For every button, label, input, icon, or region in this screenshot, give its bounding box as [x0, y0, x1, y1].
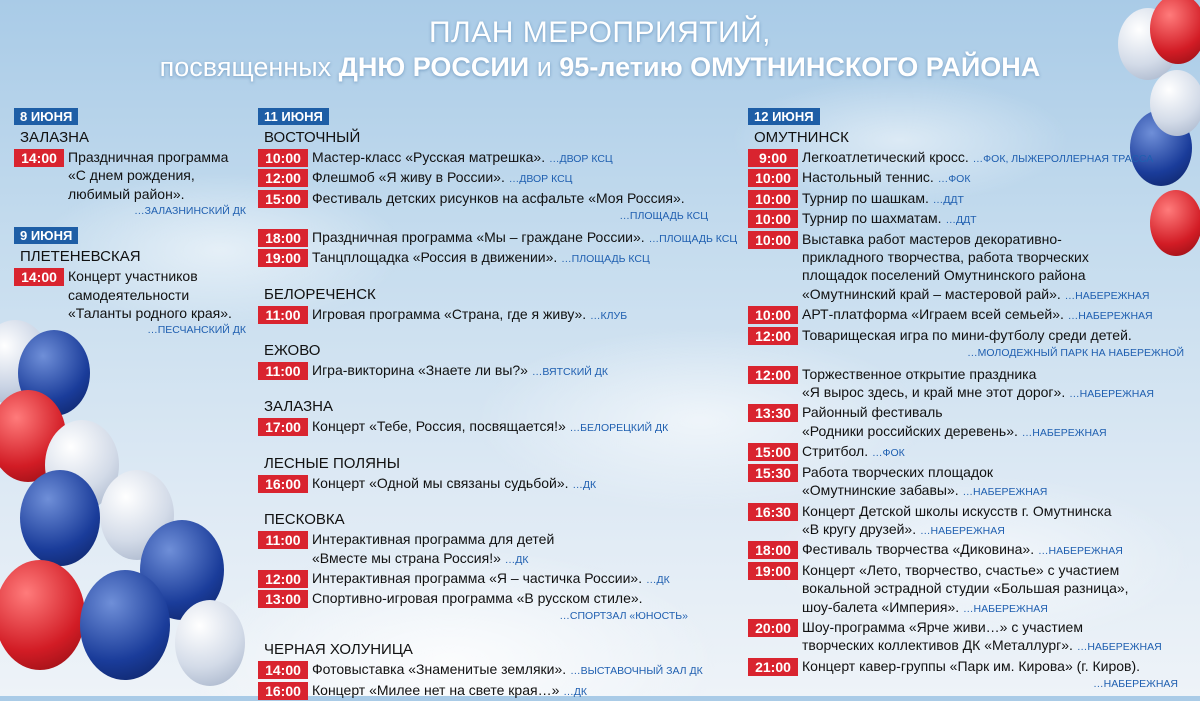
event-venue: …НАБЕРЕЖНАЯ	[1037, 545, 1123, 558]
time-badge: 10:00	[748, 190, 798, 208]
column-june-8-9	[14, 108, 254, 338]
event-description: Концерт кавер-группы «Парк им. Кирова» (г. Киров).	[802, 657, 1141, 674]
event-venue: …ДК	[563, 685, 587, 698]
event-venue: …ПЛОЩАДЬ КСЦ	[561, 253, 650, 266]
event-row	[748, 168, 1188, 188]
event-description: Концерт «Милее нет на свете края…»	[312, 681, 560, 698]
time-badge: 15:30	[748, 464, 798, 482]
event-row	[258, 681, 748, 701]
event-row	[258, 168, 748, 188]
location-title: ОМУТНИНСК	[754, 129, 849, 146]
date-badge: 12 ИЮНЯ	[748, 108, 820, 125]
event-venue: …ПЛОЩАДЬ КСЦ	[619, 209, 708, 222]
event-venue: …КЛУБ	[590, 309, 628, 322]
event-row	[258, 589, 748, 608]
time-badge: 11:00	[258, 531, 308, 549]
event-venue: …МОЛОДЕЖНЫЙ ПАРК НА НАБЕРЕЖНОЙ	[967, 346, 1184, 359]
event-row	[258, 189, 748, 208]
location-title: ПЛЕТЕНЕВСКАЯ	[20, 248, 141, 266]
event-description: Легкоатлетический кросс.	[802, 149, 969, 165]
event-row	[258, 361, 748, 381]
event-row	[748, 365, 1188, 404]
event-description: Флешмоб «Я живу в России».	[312, 169, 505, 186]
time-badge: 11:00	[258, 306, 308, 324]
time-badge: 15:00	[258, 190, 308, 208]
event-row	[748, 442, 1188, 462]
time-badge: 16:30	[748, 503, 798, 521]
event-venue: …ДК	[646, 574, 670, 587]
date-badge: 9 ИЮНЯ	[14, 227, 78, 244]
time-badge: 14:00	[14, 268, 64, 286]
time-badge: 12:00	[258, 570, 308, 588]
time-badge: 12:00	[748, 327, 798, 345]
event-venue: …НАБЕРЕЖНАЯ	[1069, 388, 1154, 401]
event-row	[258, 305, 748, 325]
event-description: Концерт «Лето, творчество, счастье» с участием вокальной эстрадной студии «Большая разница», шоу-балета «Империя».	[802, 561, 1129, 615]
event-row	[748, 230, 1188, 306]
event-venue: …НАБЕРЕЖНАЯ	[920, 524, 1005, 537]
time-badge: 12:00	[748, 366, 798, 384]
event-venue: …ДДТ	[945, 214, 977, 227]
time-badge: 10:00	[748, 231, 798, 249]
event-description: Концерт Детской школы искусств г. Омутнинска «В кругу друзей».	[802, 502, 1112, 537]
event-description: Праздничная программа «С днем рождения, любимый район».	[68, 149, 229, 202]
time-badge: 10:00	[258, 149, 308, 167]
time-badge: 10:00	[748, 169, 798, 187]
event-row	[14, 148, 254, 203]
event-row	[258, 474, 748, 494]
location-title: БЕЛОРЕЧЕНСК	[264, 285, 376, 303]
column-june-12	[748, 108, 1188, 692]
time-badge: 18:00	[748, 541, 798, 559]
event-description: Настольный теннис.	[802, 169, 934, 186]
event-venue: …ФОК	[872, 447, 905, 460]
event-description: Концерт «Одной мы связаны судьбой».	[312, 474, 569, 491]
event-description: Концерт участников самодеятельности «Таланты родного края».	[68, 268, 232, 322]
time-badge: 19:00	[258, 249, 308, 267]
time-badge: 9:00	[748, 149, 798, 167]
event-venue: …НАБЕРЕЖНАЯ	[962, 486, 1048, 499]
time-badge: 21:00	[748, 658, 798, 676]
event-description: Игра-викторина «Знаете ли вы?»	[312, 362, 528, 379]
event-description: Районный фестиваль «Родники российских деревень».	[802, 404, 1018, 439]
location-title: ЛЕСНЫЕ ПОЛЯНЫ	[264, 454, 401, 472]
event-description: Мастер-класс «Русская матрешка».	[312, 149, 546, 165]
event-row	[748, 561, 1188, 618]
event-row	[748, 189, 1188, 209]
event-description: Выставка работ мастеров декоративно- прикладного творчества, работа творческих площадок поселений Омутнинского района «Омутнинский край – мастеровой рай».	[802, 230, 1089, 302]
event-venue: …НАБЕРЕЖНАЯ	[1064, 289, 1150, 302]
event-row	[258, 660, 748, 680]
event-description: Интерактивная программа «Я – частичка России».	[312, 570, 643, 587]
event-description: Торжественное открытие праздника «Я вырос здесь, и край мне этот дорог».	[802, 365, 1066, 401]
time-badge: 15:00	[748, 443, 798, 461]
event-venue: …ФОК	[937, 173, 971, 186]
time-badge: 10:00	[748, 306, 798, 324]
event-row	[748, 326, 1188, 345]
event-row	[748, 463, 1188, 502]
location-title: ЗАЛАЗНА	[264, 398, 333, 416]
date-badge: 11 ИЮНЯ	[258, 108, 329, 125]
event-venue: …ВЫСТАВОЧНЫЙ ЗАЛ ДК	[570, 665, 703, 678]
event-venue: …ПЛОЩАДЬ КСЦ	[648, 232, 738, 245]
location-title: ВОСТОЧНЫЙ	[264, 129, 361, 146]
time-badge: 16:00	[258, 475, 308, 493]
event-venue: …ВЯТСКИЙ ДК	[531, 366, 608, 379]
event-row	[258, 148, 748, 168]
event-venue: …НАБЕРЕЖНАЯ	[1067, 310, 1153, 323]
event-description: Турнир по шахматам.	[802, 210, 942, 227]
event-row	[258, 530, 748, 569]
event-row	[748, 403, 1188, 442]
event-row	[258, 569, 748, 589]
time-badge: 14:00	[14, 149, 64, 167]
event-description: Спортивно-игровая программа «В русском стиле».	[312, 590, 643, 607]
event-description: Фотовыставка «Знаменитые земляки».	[312, 661, 567, 678]
location-title: ЕЖОВО	[264, 342, 321, 360]
event-venue: …ПЕСЧАНСКИЙ ДК	[147, 324, 246, 337]
event-venue: …ДВОР КСЦ	[508, 173, 573, 186]
title-line-2: посвященных ДНЮ РОССИИ и 95-летию ОМУТНИНСКОГО РАЙОНА	[159, 52, 1041, 82]
event-description: АРТ-платформа «Играем всей семьей».	[802, 306, 1064, 323]
event-row	[748, 502, 1188, 541]
event-row	[14, 267, 254, 322]
event-venue: …ДК	[504, 553, 529, 566]
event-venue: …ФОК, ЛЫЖЕРОЛЛЕРНАЯ ТРАССА	[972, 153, 1154, 165]
event-venue: …ДДТ	[932, 193, 964, 206]
time-badge: 19:00	[748, 562, 798, 580]
event-description: Интерактивная программа для детей «Вместе мы страна Россия!»	[312, 531, 555, 566]
event-description: Танцплощадка «Россия в движении».	[312, 249, 558, 266]
location-title: ЗАЛАЗНА	[20, 129, 89, 146]
time-badge: 10:00	[748, 210, 798, 228]
time-badge: 16:00	[258, 682, 308, 700]
event-description: Фестиваль детских рисунков на асфальте «Моя Россия».	[312, 189, 685, 206]
event-venue: …БЕЛОРЕЦКИЙ ДК	[569, 422, 669, 435]
event-row	[748, 305, 1188, 325]
event-venue: …ДК	[572, 478, 597, 491]
event-description: Турнир по шашкам.	[802, 189, 929, 206]
time-badge: 12:00	[258, 169, 308, 187]
time-badge: 13:00	[258, 590, 308, 608]
column-june-11	[258, 108, 748, 701]
event-venue: …ЗАЛАЗНИНСКИЙ ДК	[134, 205, 246, 218]
event-row	[748, 618, 1188, 657]
event-row	[258, 248, 748, 268]
time-badge: 13:30	[748, 404, 798, 422]
event-row	[258, 228, 748, 248]
event-venue: …ДВОР КСЦ	[548, 153, 613, 165]
title-line-1: ПЛАН МЕРОПРИЯТИЙ,	[428, 16, 772, 49]
time-badge: 17:00	[258, 418, 308, 436]
location-title: ЧЕРНАЯ ХОЛУНИЦА	[264, 641, 413, 659]
event-row	[258, 417, 748, 437]
event-description: Товарищеская игра по мини-футболу среди детей.	[802, 326, 1132, 343]
event-description: Концерт «Тебе, Россия, посвящается!»	[312, 418, 566, 435]
event-row	[748, 148, 1188, 168]
date-badge: 8 ИЮНЯ	[14, 108, 78, 125]
event-venue: …НАБЕРЕЖНАЯ	[1093, 677, 1178, 690]
event-description: Работа творческих площадок «Омутнинские забавы».	[802, 463, 994, 499]
event-row	[748, 209, 1188, 229]
event-row	[748, 540, 1188, 560]
event-venue: …НАБЕРЕЖНАЯ	[1076, 641, 1162, 654]
event-venue: …НАБЕРЕЖНАЯ	[963, 602, 1048, 615]
event-description: Фестиваль творчества «Диковина».	[802, 541, 1035, 558]
time-badge: 20:00	[748, 619, 798, 637]
event-description: Игровая программа «Страна, где я живу».	[312, 305, 587, 322]
location-title: ПЕСКОВКА	[264, 511, 345, 529]
event-description: Шоу-программа «Ярче живи…» с участием творческих коллективов ДК «Металлург».	[802, 618, 1083, 654]
event-venue: …СПОРТЗАЛ «ЮНОСТЬ»	[559, 610, 688, 623]
event-venue: …НАБЕРЕЖНАЯ	[1021, 426, 1107, 439]
time-badge: 14:00	[258, 661, 308, 679]
event-row	[748, 657, 1188, 676]
time-badge: 11:00	[258, 362, 308, 380]
event-description: Стритбол.	[802, 443, 869, 460]
time-badge: 18:00	[258, 229, 308, 247]
event-description: Праздничная программа «Мы – граждане России».	[312, 228, 645, 245]
